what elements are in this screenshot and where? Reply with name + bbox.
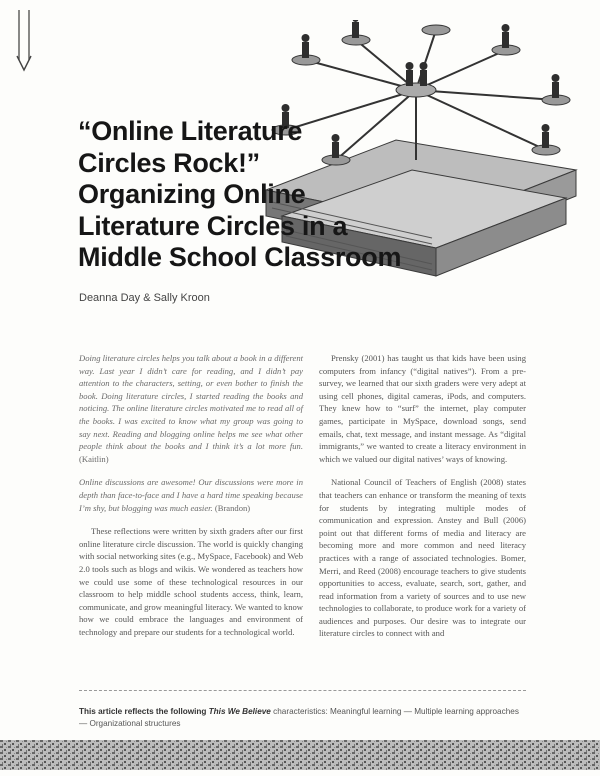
right-column	[319, 352, 526, 651]
article-title	[78, 116, 498, 274]
body-paragraph: Prensky (2001) has taught us that kids have been using computers from infancy (“digital natives”). From a pre-survey, we learned that our sixth graders were very adept at using cell phones, digital cameras, iPods, and computers. They knew how to “surf” the internet, play computer games, participate in MySpace, download songs, send emails, chat, text message, and instant message. As “digital immigrants,” we wanted to create a literacy environment in which we valued our digital natives’ ways of knowing.	[319, 353, 526, 464]
body-paragraph: National Council of Teachers of English (2008) states that teachers can enhance or transform the meaning of texts for students by integrating multiple modes of communication and expression. Anstey and Bull (2006) point out that different forms of media and literacy are becoming more and more common and need literacy practices with a range of associated technologies. Bomer, Merri, and Reed (2008) encourage teachers to give students opportunities to access, evaluate, search, sort, gather, and read information from a variety of sources and to use new technologies to collaborate, to produce work for a variety of audiences and purposes. Our desire was to integrate our literature circles to connect with and	[319, 477, 526, 639]
quote-attribution: (Kaitlin)	[79, 453, 109, 464]
student-quote-brandon	[79, 476, 303, 514]
note-rest: characteristics: Meaningful learning — Multiple learning approaches — Organizational structures	[79, 707, 519, 728]
bookmark-margin-mark	[16, 10, 32, 72]
title-line-4: Literature Circles in a	[78, 210, 348, 241]
student-quote-kaitlin	[79, 352, 303, 465]
article-authors: Deanna Day & Sally Kroon	[79, 292, 210, 304]
note-emphasis: This We Believe	[208, 707, 271, 716]
body-paragraph: These reflections were written by sixth graders after our first online literature circle discussion. The world is quickly changing with social networking sites (e.g., MySpace, Facebook) and Web 2.0 tools such as blogs and wikis. We wondered as teachers how we could use some of these technological resources in our classroom to help middle school students access, think, learn, communicate, and grow meaningful literacy. We wanted to know how we could embrace the languages and environment of technology and prepare our students for a technological world.	[79, 526, 303, 637]
quote-text: Online discussions are awesome! Our discussions were more in depth than face-to-face and I have a hard time speaking because I’m shy, but blogging was much easier.	[79, 477, 303, 513]
title-line-2: Circles Rock!”	[78, 147, 260, 178]
scan-noise-band	[0, 740, 600, 770]
title-line-3: Organizing Online	[78, 179, 306, 209]
note-lead: This article reflects the following	[79, 707, 207, 716]
title-line-5: Middle School Classroom	[78, 242, 402, 272]
quote-attribution: (Brandon)	[214, 502, 251, 513]
title-line-1: “Online Literature	[78, 116, 303, 146]
left-column	[79, 352, 303, 649]
footer-divider	[79, 690, 526, 691]
quote-text: Doing literature circles helps you talk about a book in a different way. Last year I didn’t care for reading, and I didn’t pay attention to the characters, setting, or even bother to finish the book. Doing literature circles, I started reading the books and noticing. The online literature circles motivated me to read all of the books. I was excited to know what my group was going to say next. Reading and blogging online helps me see what other people think about the books and I think it’s a lot more fun.	[79, 353, 303, 452]
characteristics-note	[79, 706, 526, 730]
